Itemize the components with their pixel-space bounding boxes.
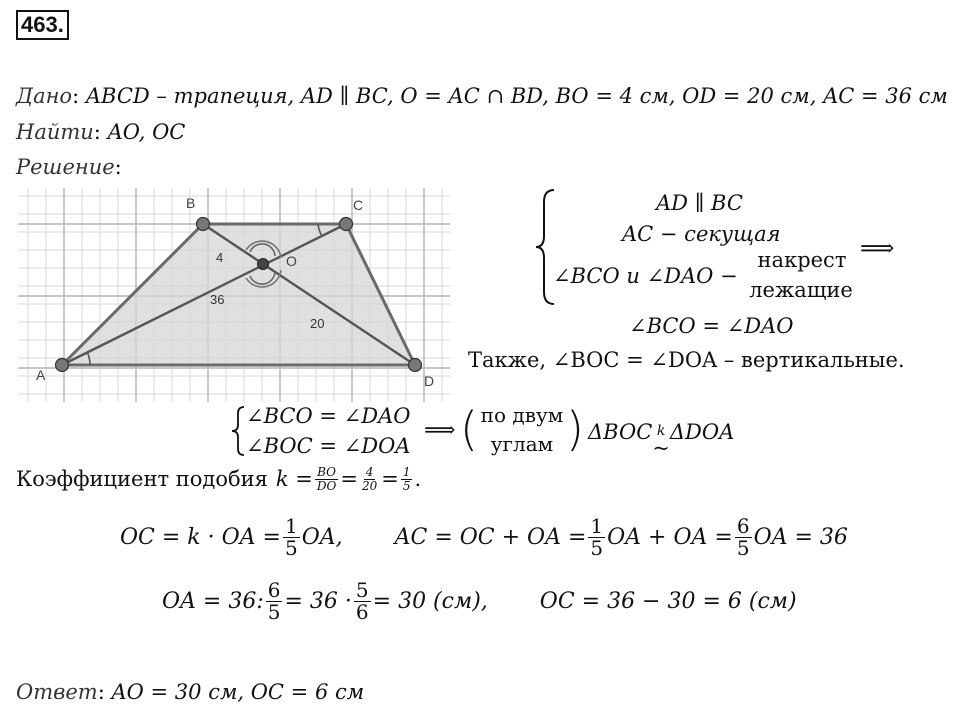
brace-icon [534,188,558,306]
coef-frac-3 [401,466,413,492]
coef-eq-2: = [381,467,399,492]
label-c: C [353,197,364,213]
eq2-a-num: 6 [267,578,281,602]
system2-line1: ∠BCO = ∠DAO [246,404,411,428]
label-o: O [286,253,297,269]
similarity-sign [652,423,670,460]
eq2-a-frac2 [354,580,371,623]
similarity-right: ΔDOA [669,420,735,444]
system1-line3-word1: накрест [757,248,847,272]
coef-f1-num: BO [317,465,337,479]
eq2-a-mid: = 36 · [284,589,352,614]
coef-k-eq: k = [275,467,313,492]
problem-number: 463. [16,10,69,40]
eq1-b-frac2 [735,516,752,559]
eq1-a-den: 5 [284,536,298,560]
point-d [409,359,422,372]
given-line: Дано: ABCD – трапеция, AD ∥ BC, O = AC ∩ BD, BO = 4 см, OD = 20 см, AC = 36 см [16,84,948,108]
eq2-a-den2: 6 [355,600,369,624]
eq2-a-den: 5 [267,600,281,624]
eq1-b-mid: OA + OA = [607,525,733,550]
system1-line3-prefix: ∠BCO и ∠DAO − [553,264,738,288]
label-b: B [186,195,196,211]
point-o [258,259,269,270]
eq1-a-prefix: OC = k · OA = [120,525,281,550]
coef-frac-1 [315,466,338,492]
coef-f1-den: DO [316,478,337,493]
eq1-a-frac [283,516,300,559]
solution-line: Решение: [16,155,122,179]
eq2-a-num2: 5 [355,578,369,602]
point-b [197,218,210,231]
system1-line1: AD ∥ BC [656,191,743,215]
system1-line2 [622,222,781,246]
brace-small-icon [230,405,246,457]
eq2-a-prefix: OA = 36: [162,589,264,614]
label-d: D [424,373,435,389]
coef-f3-num: 1 [402,465,411,479]
solution-label: Решение [16,155,115,179]
eq1-b-den2: 5 [736,536,750,560]
also-vertical-line: Также, ∠BOC = ∠DOA – вертикальные. [468,348,905,372]
similarity-k: k [656,423,666,439]
similarity [588,420,734,464]
system1-line2-text: AC − секущая [622,222,781,246]
reason-line1: по двум [480,403,564,427]
coef-frac-2 [360,466,379,492]
eq2-a-suffix: = 30 (см), [372,589,488,614]
similarity-left: ΔBOC [588,420,653,444]
eq2-a-frac [266,580,283,623]
paren-right: ) [566,402,584,456]
system1-implies: ⟹ [860,234,895,262]
point-a [56,359,69,372]
point-c [340,218,353,231]
answer-label: Ответ [16,680,98,704]
find-line: Найти: AO, OC [16,120,186,144]
segment-label-bo: 4 [216,250,224,265]
coef-prefix: Коэффициент подобия [16,467,268,492]
eq1-a-num: 1 [284,514,298,538]
paren-left: ( [460,402,478,456]
system2-line2: ∠BOC = ∠DOA [246,434,411,458]
segment-label-ac: 36 [210,292,225,307]
system1-line3 [553,264,738,288]
equation-row-1 [120,516,848,559]
coef-eq-1: = [340,467,358,492]
eq1-b-num: 1 [590,514,604,538]
eq2-b-text: OC = 36 − 30 = 6 (см) [539,589,797,614]
system2-brace [230,405,246,457]
answer-text: AO = 30 см, OC = 6 см [111,680,365,704]
angle-equality: ∠BCO = ∠DAO [629,314,794,338]
coef-f2-num: 4 [365,465,374,479]
answer-line: Ответ: AO = 30 см, OC = 6 см [16,680,365,704]
eq1-a-suffix: OA, [301,525,343,550]
system2-implies: ⟹ [424,418,456,443]
coefficient-line [16,466,421,492]
coef-f2-den: 20 [361,478,378,493]
trapezoid-shape [62,224,415,365]
segment-label-od: 20 [310,316,325,331]
system1-line3-word2: лежащие [749,278,853,302]
label-a: A [36,367,46,383]
eq1-b-num2: 6 [736,514,750,538]
similarity-tilde: ~ [652,436,670,460]
eq1-b-prefix: AC = OC + OA = [394,525,587,550]
find-text: AO, OC [107,120,186,144]
find-label: Найти [16,120,94,144]
coef-dot: . [414,467,422,492]
given-text: ABCD – трапеция, AD ∥ BC, O = AC ∩ BD, BO = 4 см, OD = 20 см, AC = 36 см [85,84,948,108]
given-label: Дано [16,84,73,108]
system1-brace [534,188,558,306]
coef-f3-den: 5 [402,478,411,493]
eq1-b-suffix: OA = 36 [753,525,848,550]
eq1-b-den: 5 [590,536,604,560]
reason-line2: углам [490,432,554,456]
trapezoid-figure [18,188,450,402]
equation-row-2 [162,580,797,623]
eq1-b-frac [588,516,605,559]
